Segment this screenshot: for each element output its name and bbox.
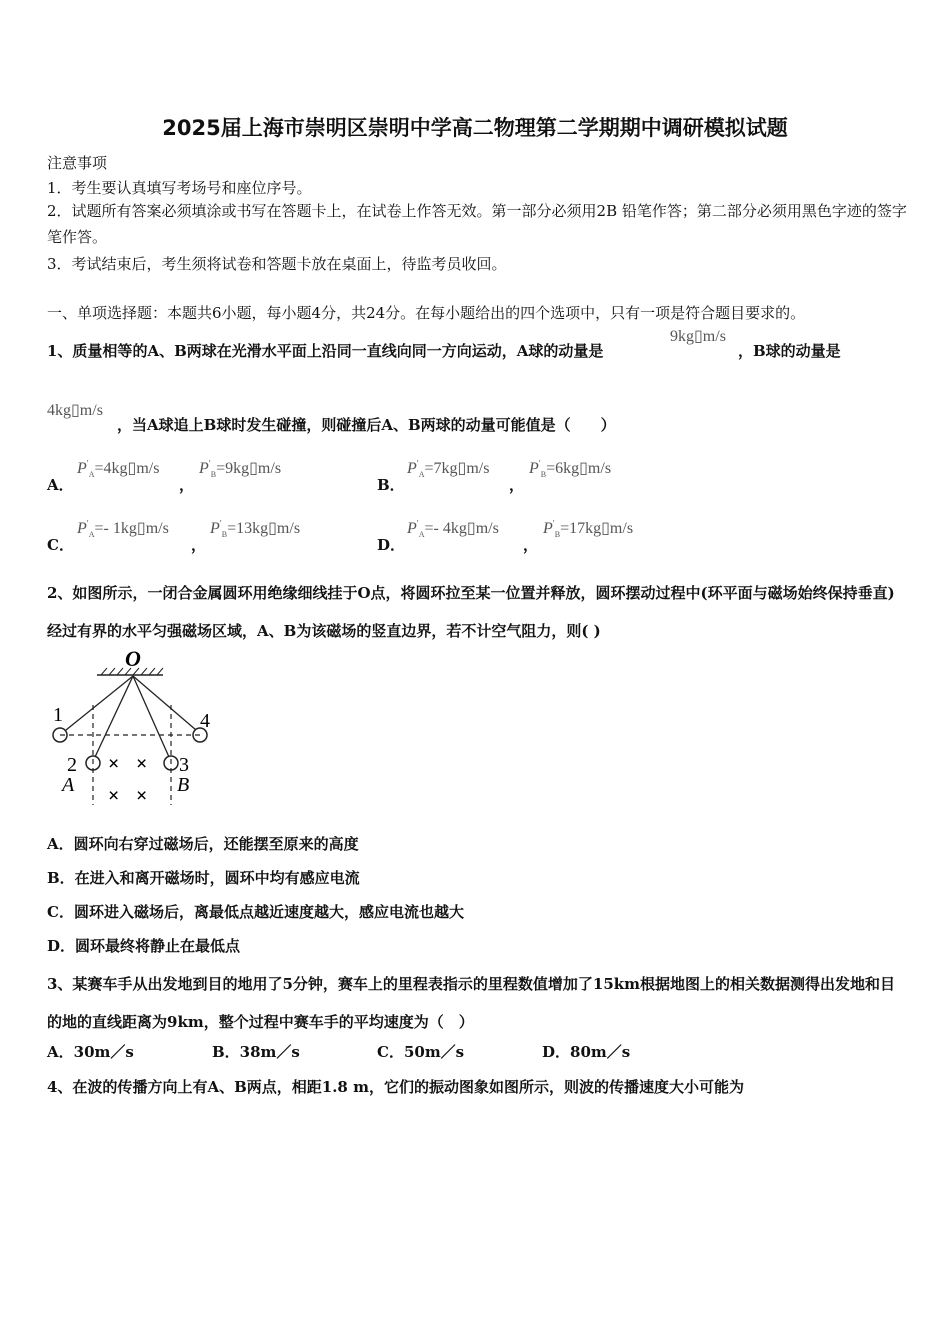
option-label: B．: [377, 476, 405, 494]
q3-option-c[interactable]: C．50m／s: [377, 1043, 465, 1061]
svg-text:2: 2: [67, 754, 77, 776]
pendulum-figure: [45, 645, 225, 810]
option-pb: $P'_B=13kg▯m/s$: [210, 518, 301, 540]
q1-stem-c: ，当A球追上B球时发生碰撞，则碰撞后A、B两球的动量可能值是（ ）: [117, 416, 616, 434]
q1-pb-value: 4kg▯m/s: [47, 402, 103, 419]
notice-item-2: 2．试题所有答案必须填涂或书写在答题卡上，在试卷上作答无效。第一部分必须用2B 铅笔作答；第二部分必须用黑色字迹的签字笔作答。: [47, 202, 907, 246]
field-cross: ×: [108, 785, 120, 807]
option-pa: $P'_A=4kg▯m/s$: [77, 458, 160, 480]
svg-text:1: 1: [53, 704, 63, 726]
notice-heading: 注意事项: [47, 154, 108, 172]
option-pb: $P'_B=17kg▯m/s$: [543, 518, 634, 540]
q3-option-a[interactable]: A．30m／s: [47, 1043, 134, 1061]
svg-text:4: 4: [200, 710, 210, 732]
field-cross: ×: [136, 753, 148, 775]
option-pa: $P'_A=-$ 1kg▯m/s: [77, 518, 169, 540]
option-pa: $P'_A=7kg▯m/s$: [407, 458, 490, 480]
q3-option-b[interactable]: B．38m／s: [212, 1043, 300, 1061]
svg-text:A: A: [62, 774, 75, 796]
option-pa: $P'_A=-$ 4kg▯m/s: [407, 518, 499, 540]
q2-stem: 2、如图所示，一闭合金属圆环用绝缘细线挂于O点，将圆环拉至某一位置并释放，圆环摆动过程中(环平面与磁场始终保持垂直)经过有界的水平匀强磁场区域，A、B为该磁场的竖直边界，若不计空气阻力，则( ): [47, 584, 895, 640]
q4-stem: 4、在波的传播方向上有A、B两点，相距1.8 m，它们的振动图象如图所示，则波的传播速度大小可能为: [47, 1078, 744, 1096]
notice-item-1: 1．考生要认真填写考场号和座位序号。: [47, 179, 312, 197]
notice-item-3: 3．考试结束后，考生须将试卷和答题卡放在桌面上，待监考员收回。: [47, 255, 507, 273]
field-cross: ×: [108, 753, 120, 775]
q2-option-d[interactable]: D．圆环最终将静止在最低点: [47, 937, 241, 955]
option-pb: $P'_B=6kg▯m/s$: [529, 458, 612, 480]
label-o: O: [125, 646, 141, 671]
svg-text:3: 3: [179, 754, 189, 776]
page-title: 2025届上海市崇明区崇明中学高二物理第二学期期中调研模拟试题: [162, 116, 788, 140]
option-label: C．: [47, 536, 74, 554]
q1-pa-value: 9kg▯m/s: [670, 328, 726, 345]
section-heading: 一、单项选择题：本题共6小题，每小题4分，共24分。在每小题给出的四个选项中，只有一项是符合题目要求的。: [47, 304, 806, 322]
q2-option-b[interactable]: B．在进入和离开磁场时，圆环中均有感应电流: [47, 869, 360, 887]
option-pb: $P'_B=9kg▯m/s$: [199, 458, 282, 480]
q3-stem: 3、某赛车手从出发地到目的地用了5分钟，赛车上的里程表指示的里程数值增加了15km根据地图上的相关数据测得出发地和目的地的直线距离为9km，整个过程中赛车手的平均速度为（ ）: [47, 975, 896, 1031]
q1-stem-b: ，B球的动量是: [738, 342, 841, 360]
svg-text:B: B: [177, 774, 190, 796]
q2-option-c[interactable]: C．圆环进入磁场后，离最低点越近速度越大，感应电流也越大: [47, 903, 464, 921]
field-cross: ×: [136, 785, 148, 807]
q1-stem-a: 1、质量相等的A、B两球在光滑水平面上沿同一直线向同一方向运动，A球的动量是: [47, 342, 604, 360]
q2-option-a[interactable]: A．圆环向右穿过磁场后，还能摆至原来的高度: [47, 835, 359, 853]
q3-option-d[interactable]: D．80m／s: [542, 1043, 631, 1061]
option-label: A．: [47, 476, 74, 494]
option-label: D．: [377, 536, 406, 554]
